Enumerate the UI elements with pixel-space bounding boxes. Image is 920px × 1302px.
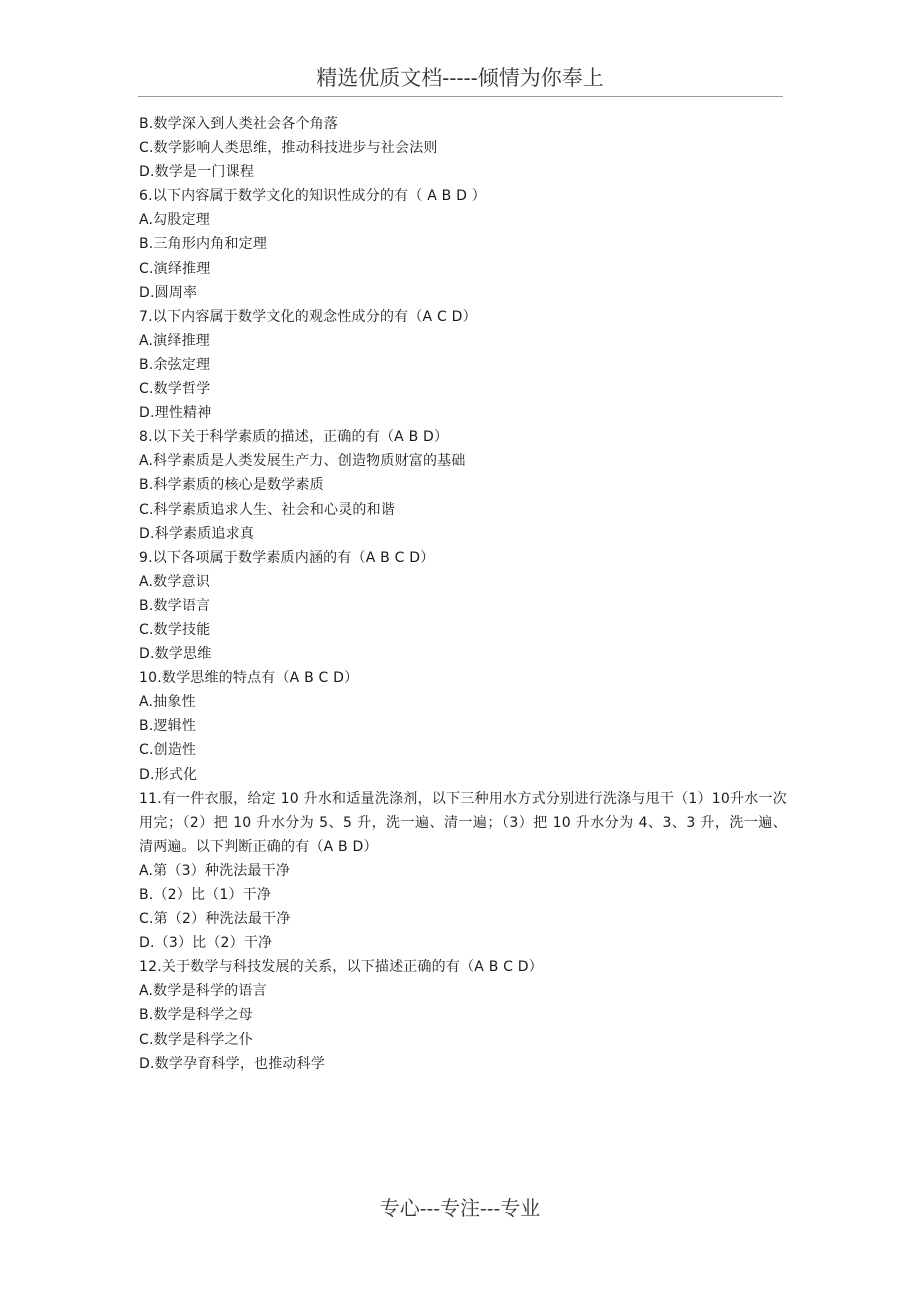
- option-line: C.数学是科学之仆: [139, 1031, 254, 1048]
- question-7: 7.以下内容属于数学文化的观念性成分的有（A C D）: [139, 308, 477, 325]
- option-line: D.（3）比（2）干净: [139, 935, 273, 952]
- option-line: D.科学素质追求真: [139, 525, 255, 542]
- option-line: B.三角形内角和定理: [139, 236, 268, 253]
- option-line: C.科学素质追求人生、社会和心灵的和谐: [139, 501, 396, 518]
- question-9: 9.以下各项属于数学素质内涵的有（A B C D）: [139, 549, 435, 566]
- option-line: C.演绎推理: [139, 260, 211, 277]
- option-line: B.科学素质的核心是数学素质: [139, 477, 324, 494]
- text-line: C.数学影响人类思维，推动科技进步与社会法则: [139, 140, 438, 157]
- question-8: 8.以下关于科学素质的描述，正确的有（A B D）: [139, 429, 449, 446]
- option-line: D.圆周率: [139, 284, 198, 301]
- option-line: D.数学孕育科学，也推动科学: [139, 1055, 326, 1072]
- option-line: D.理性精神: [139, 405, 212, 422]
- question-10: 10.数学思维的特点有（A B C D）: [139, 670, 359, 687]
- option-line: A.第（3）种洗法最干净: [139, 862, 291, 879]
- question-12: 12.关于数学与科技发展的关系，以下描述正确的有（A B C D）: [139, 959, 543, 976]
- option-line: C.数学哲学: [139, 381, 211, 398]
- option-line: B.数学语言: [139, 597, 211, 614]
- page-footer: 专心---专注---专业: [379, 1196, 541, 1220]
- option-line: C.第（2）种洗法最干净: [139, 911, 291, 928]
- option-line: D.数学思维: [139, 646, 212, 663]
- document-body: [139, 112, 787, 1076]
- option-line: A.演绎推理: [139, 332, 210, 349]
- option-line: A.科学素质是人类发展生产力、创造物质财富的基础: [139, 453, 466, 470]
- option-line: A.数学是科学的语言: [139, 983, 267, 1000]
- option-line: A.数学意识: [139, 573, 210, 590]
- option-line: B.数学是科学之母: [139, 1007, 253, 1024]
- option-line: D.形式化: [139, 766, 198, 783]
- option-line: B.（2）比（1）干净: [139, 887, 272, 903]
- question-6: 6.以下内容属于数学文化的知识性成分的有（ A B D ）: [139, 188, 486, 205]
- header-divider: [138, 96, 783, 97]
- page-header: 精选优质文档-----倾情为你奉上: [316, 66, 604, 90]
- option-line: C.创造性: [139, 742, 197, 759]
- option-line: B.余弦定理: [139, 356, 211, 373]
- text-line: B.数学深入到人类社会各个角落: [139, 116, 339, 132]
- question-11: 11.有一件衣服，给定 10 升水和适量洗涤剂，以下三种用水方式分别进行洗涤与甩干（1）10升水一次用完；（2）把 10 升水分为 5、5 升，洗一遍、清一遍；（3）把 10 升水分为 4、3、3 升，洗一遍、清两遍。以下判断正确的有（A B D）: [139, 790, 787, 855]
- option-line: B.逻辑性: [139, 718, 197, 735]
- option-line: C.数学技能: [139, 621, 211, 638]
- option-line: A.抽象性: [139, 694, 196, 711]
- text-line: D.数学是一门课程: [139, 164, 255, 181]
- option-line: A.勾股定理: [139, 212, 210, 229]
